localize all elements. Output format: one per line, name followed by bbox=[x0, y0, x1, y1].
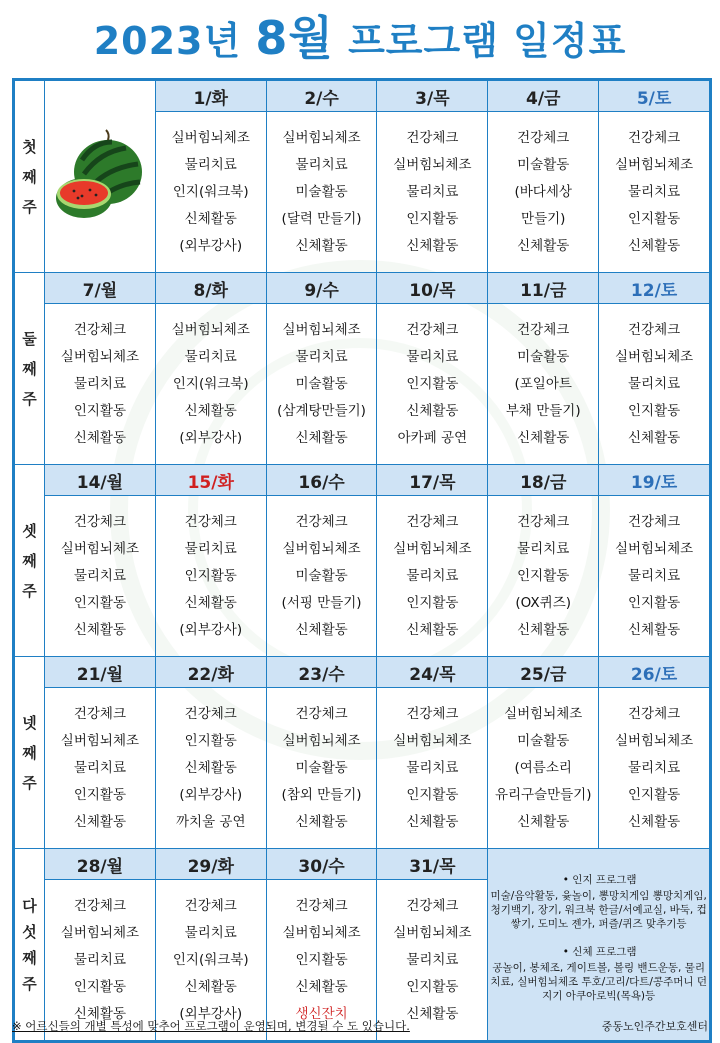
activity: 인지활동 bbox=[627, 402, 681, 419]
week-label-char: 주 bbox=[22, 773, 37, 792]
activity: 실버힘뇌체조 bbox=[614, 540, 694, 557]
day-activities bbox=[377, 496, 488, 657]
week-label-3 bbox=[15, 465, 45, 657]
activity: 유리구슬만들기) bbox=[494, 786, 592, 803]
activity: 물리치료 bbox=[627, 375, 681, 392]
activity: 물리치료 bbox=[627, 183, 681, 200]
activity: 물리치료 bbox=[73, 375, 126, 392]
activity: 인지활동 bbox=[73, 594, 126, 611]
schedule-grid bbox=[12, 78, 712, 1043]
activity: 실버힘뇌체조 bbox=[614, 732, 694, 749]
title-month: 8월 bbox=[255, 11, 334, 65]
day-header: 18/금 bbox=[488, 465, 599, 496]
day-activities bbox=[488, 688, 599, 849]
activity: 실버힘뇌체조 bbox=[393, 924, 472, 941]
activity: 인지활동 bbox=[406, 375, 459, 392]
activity: 신체활동 bbox=[406, 621, 459, 638]
day-header: 24/목 bbox=[377, 657, 488, 688]
day-header-saturday: 19/토 bbox=[599, 465, 710, 496]
day-header: 29/화 bbox=[155, 849, 266, 880]
activity: 물리치료 bbox=[73, 951, 126, 968]
activity: 물리치료 bbox=[184, 156, 237, 173]
day-header: 22/화 bbox=[155, 657, 266, 688]
activity: 건강체크 bbox=[517, 513, 570, 530]
activity-birthday-party: 생신잔치 bbox=[295, 1005, 348, 1022]
activity: (외부강사) bbox=[179, 1005, 243, 1022]
activity: 인지(워크북) bbox=[172, 951, 249, 968]
activity: 물리치료 bbox=[406, 759, 459, 776]
activity: 실버힘뇌체조 bbox=[60, 732, 140, 749]
physical-program-list: 공놀이, 봉체조, 게이트볼, 볼링 밴드운동, 물리치료, 실버힘뇌체조 투호/고리/다트/콩주머니 던지기 아쿠아로빅(목욕)등 bbox=[490, 961, 707, 1002]
week-label-char: 다 bbox=[22, 896, 37, 915]
day-activities bbox=[377, 880, 488, 1041]
activity: 실버힘뇌체조 bbox=[282, 321, 361, 338]
day-activities bbox=[599, 688, 710, 849]
day-activities bbox=[266, 880, 377, 1041]
week-label-1 bbox=[15, 81, 45, 273]
activity: 신체활동 bbox=[73, 429, 126, 446]
activity: 미술활동 bbox=[295, 567, 348, 584]
activity: 실버힘뇌체조 bbox=[393, 156, 472, 173]
activity: 신체활동 bbox=[295, 813, 348, 830]
activity: 만들기) bbox=[521, 210, 566, 227]
day-activities bbox=[45, 880, 156, 1041]
activity: (삼계탕만들기) bbox=[277, 402, 366, 419]
activity: (외부강사) bbox=[179, 237, 243, 254]
day-header-saturday: 26/토 bbox=[599, 657, 710, 688]
activity: 신체활동 bbox=[295, 429, 348, 446]
day-activities bbox=[377, 112, 488, 273]
activity: 아카페 공연 bbox=[397, 429, 468, 446]
day-header-saturday: 12/토 bbox=[599, 273, 710, 304]
week-label-char: 셋 bbox=[22, 521, 37, 540]
activity: 건강체크 bbox=[73, 897, 126, 914]
day-header: 28/월 bbox=[45, 849, 156, 880]
day-header: 2/수 bbox=[266, 81, 377, 112]
activity: 물리치료 bbox=[295, 156, 348, 173]
activity: 실버힘뇌체조 bbox=[393, 732, 472, 749]
activity: 물리치료 bbox=[517, 540, 570, 557]
activity: 건강체크 bbox=[73, 705, 126, 722]
day-header: 30/수 bbox=[266, 849, 377, 880]
week-label-char: 주 bbox=[22, 581, 37, 600]
activity: 신체활동 bbox=[295, 978, 348, 995]
activity: 신체활동 bbox=[184, 210, 237, 227]
activity: (여름소리 bbox=[514, 759, 572, 776]
activity: 건강체크 bbox=[184, 705, 237, 722]
activity: 인지활동 bbox=[406, 594, 459, 611]
schedule-table bbox=[14, 80, 710, 1041]
day-activities bbox=[266, 688, 377, 849]
activity: 인지(워크북) bbox=[172, 375, 249, 392]
watermelon-icon bbox=[54, 112, 146, 242]
activity: 신체활동 bbox=[295, 237, 348, 254]
activity: 실버힘뇌체조 bbox=[282, 924, 361, 941]
activity: 인지활동 bbox=[627, 210, 681, 227]
day-activities bbox=[155, 112, 266, 273]
activity: 부채 만들기) bbox=[505, 402, 581, 419]
day-activities bbox=[266, 112, 377, 273]
day-header: 7/월 bbox=[45, 273, 156, 304]
day-header: 10/목 bbox=[377, 273, 488, 304]
activity: 물리치료 bbox=[406, 348, 459, 365]
day-header: 8/화 bbox=[155, 273, 266, 304]
activity: (참외 만들기) bbox=[281, 786, 362, 803]
week-label-char: 째 bbox=[22, 948, 37, 967]
activity: 인지활동 bbox=[184, 732, 237, 749]
day-header-holiday: 15/화 bbox=[155, 465, 266, 496]
activity: 건강체크 bbox=[406, 321, 459, 338]
activity: 신체활동 bbox=[73, 813, 126, 830]
day-activities bbox=[488, 496, 599, 657]
week-label-char: 주 bbox=[22, 197, 37, 216]
activity: 미술활동 bbox=[517, 156, 570, 173]
day-activities bbox=[488, 112, 599, 273]
day-header: 4/금 bbox=[488, 81, 599, 112]
activity: 실버힘뇌체조 bbox=[504, 705, 583, 722]
activity: 물리치료 bbox=[184, 348, 237, 365]
activity: 물리치료 bbox=[73, 567, 126, 584]
activity: 신체활동 bbox=[627, 813, 681, 830]
day-header: 11/금 bbox=[488, 273, 599, 304]
activity: 실버힘뇌체조 bbox=[171, 321, 250, 338]
activity: (OX퀴즈) bbox=[515, 594, 572, 611]
activity: 건강체크 bbox=[184, 513, 237, 530]
day-header: 31/목 bbox=[377, 849, 488, 880]
program-notes bbox=[488, 849, 710, 1041]
activity: 물리치료 bbox=[627, 759, 681, 776]
day-header: 21/월 bbox=[45, 657, 156, 688]
activity: 인지활동 bbox=[406, 210, 459, 227]
activity: 인지활동 bbox=[627, 786, 681, 803]
day-header: 23/수 bbox=[266, 657, 377, 688]
activity: 건강체크 bbox=[295, 897, 348, 914]
activity: 실버힘뇌체조 bbox=[282, 129, 361, 146]
activity: 신체활동 bbox=[517, 237, 570, 254]
activity: (외부강사) bbox=[179, 429, 243, 446]
activity: 건강체크 bbox=[406, 705, 459, 722]
activity: 신체활동 bbox=[517, 813, 570, 830]
day-activities bbox=[377, 304, 488, 465]
activity: 신체활동 bbox=[406, 237, 459, 254]
activity: 인지활동 bbox=[73, 402, 126, 419]
activity: 건강체크 bbox=[73, 321, 126, 338]
day-activities bbox=[266, 304, 377, 465]
activity: 실버힘뇌체조 bbox=[60, 924, 140, 941]
activity: 인지활동 bbox=[73, 978, 126, 995]
activity: 신체활동 bbox=[517, 621, 570, 638]
activity: 건강체크 bbox=[627, 321, 681, 338]
activity: (외부강사) bbox=[179, 621, 243, 638]
activity: 물리치료 bbox=[184, 540, 237, 557]
activity: 인지활동 bbox=[406, 978, 459, 995]
activity: 물리치료 bbox=[406, 951, 459, 968]
activity: 인지활동 bbox=[184, 567, 237, 584]
activity: 신체활동 bbox=[73, 621, 126, 638]
week-label-char: 첫 bbox=[22, 137, 37, 156]
watermelon-image bbox=[45, 81, 156, 273]
page-title bbox=[0, 6, 720, 70]
activity: 건강체크 bbox=[184, 897, 237, 914]
physical-program-title: • 신체 프로그램 bbox=[562, 945, 637, 958]
activity: 신체활동 bbox=[406, 402, 459, 419]
activity: 건강체크 bbox=[406, 897, 459, 914]
activity: 건강체크 bbox=[406, 513, 459, 530]
activity: 미술활동 bbox=[517, 732, 570, 749]
activity: 건강체크 bbox=[627, 129, 681, 146]
activity: 실버힘뇌체조 bbox=[393, 540, 472, 557]
activity: 신체활동 bbox=[184, 594, 237, 611]
activity: 미술활동 bbox=[295, 759, 348, 776]
disclaimer: ※ 어르신들의 개별 특성에 맞추어 프로그램이 운영되며, 변경될 수 도 있습니다. bbox=[12, 1019, 410, 1033]
activity: 물리치료 bbox=[406, 183, 459, 200]
week-label-char: 주 bbox=[22, 389, 37, 408]
center-name: 중동노인주간보호센터 bbox=[601, 1020, 708, 1033]
activity: 물리치료 bbox=[295, 348, 348, 365]
day-activities bbox=[599, 112, 710, 273]
day-activities bbox=[599, 304, 710, 465]
day-activities bbox=[599, 496, 710, 657]
week-label-char: 둘 bbox=[22, 329, 37, 348]
activity: 인지활동 bbox=[517, 567, 570, 584]
activity: 실버힘뇌체조 bbox=[282, 540, 361, 557]
activity: 실버힘뇌체조 bbox=[60, 348, 140, 365]
title-suffix: 프로그램 일정표 bbox=[333, 19, 627, 63]
activity: 건강체크 bbox=[627, 705, 681, 722]
activity: 물리치료 bbox=[73, 759, 126, 776]
day-activities bbox=[155, 688, 266, 849]
week-label-4 bbox=[15, 657, 45, 849]
activity: 건강체크 bbox=[627, 513, 681, 530]
day-activities bbox=[266, 496, 377, 657]
activity: 미술활동 bbox=[517, 348, 570, 365]
activity: 건강체크 bbox=[406, 129, 459, 146]
activity: 신체활동 bbox=[73, 1005, 126, 1022]
cognitive-program-title: • 인지 프로그램 bbox=[562, 873, 637, 886]
activity: 미술활동 bbox=[295, 375, 348, 392]
activity: 인지활동 bbox=[295, 951, 348, 968]
activity: 실버힘뇌체조 bbox=[171, 129, 250, 146]
activity: 실버힘뇌체조 bbox=[614, 156, 694, 173]
activity: (달력 만들기) bbox=[281, 210, 362, 227]
day-header: 16/수 bbox=[266, 465, 377, 496]
cognitive-program-list: 미술/음악활동, 윷놀이, 뽕망치게임 뽕망치게임, 청기백기, 장기, 워크북 한글/서예교실, 바둑, 컵쌓기, 도미노 젠가, 퍼즐/퀴즈 맞추기등 bbox=[490, 889, 707, 930]
activity: 인지활동 bbox=[406, 786, 459, 803]
week-label-char: 째 bbox=[22, 743, 37, 762]
title-year: 2023년 bbox=[93, 19, 256, 63]
activity: 인지(워크북) bbox=[172, 183, 249, 200]
week-label-char: 째 bbox=[22, 167, 37, 186]
day-header: 3/목 bbox=[377, 81, 488, 112]
day-activities bbox=[155, 496, 266, 657]
day-activities bbox=[155, 880, 266, 1041]
day-activities bbox=[155, 304, 266, 465]
activity: 건강체크 bbox=[295, 513, 348, 530]
day-activities bbox=[45, 496, 156, 657]
activity: 신체활동 bbox=[517, 429, 570, 446]
activity: 실버힘뇌체조 bbox=[614, 348, 694, 365]
activity: 건강체크 bbox=[73, 513, 126, 530]
week-label-char: 섯 bbox=[22, 922, 37, 941]
week-label-char: 째 bbox=[22, 551, 37, 570]
week-label-5 bbox=[15, 849, 45, 1041]
activity: 신체활동 bbox=[406, 1005, 459, 1022]
activity: 신체활동 bbox=[184, 978, 237, 995]
week-label-char: 주 bbox=[22, 974, 37, 993]
activity: 인지활동 bbox=[627, 594, 681, 611]
activity: 신체활동 bbox=[627, 621, 681, 638]
activity: 신체활동 bbox=[184, 759, 237, 776]
activity: 신체활동 bbox=[627, 237, 681, 254]
day-header: 17/목 bbox=[377, 465, 488, 496]
day-header: 9/수 bbox=[266, 273, 377, 304]
activity: (서핑 만들기) bbox=[281, 594, 362, 611]
day-header: 25/금 bbox=[488, 657, 599, 688]
week-label-char: 째 bbox=[22, 359, 37, 378]
day-activities bbox=[45, 304, 156, 465]
activity: 실버힘뇌체조 bbox=[282, 732, 361, 749]
day-activities bbox=[45, 688, 156, 849]
activity: 신체활동 bbox=[295, 621, 348, 638]
activity: 건강체크 bbox=[517, 321, 570, 338]
activity: 신체활동 bbox=[627, 429, 681, 446]
week-label-2 bbox=[15, 273, 45, 465]
activity: 실버힘뇌체조 bbox=[60, 540, 140, 557]
activity: 물리치료 bbox=[406, 567, 459, 584]
activity: 까치울 공연 bbox=[175, 813, 246, 830]
activity: 신체활동 bbox=[406, 813, 459, 830]
activity: 미술활동 bbox=[295, 183, 348, 200]
activity: 물리치료 bbox=[627, 567, 681, 584]
activity: 물리치료 bbox=[184, 924, 237, 941]
activity: (외부강사) bbox=[179, 786, 243, 803]
day-header-saturday: 5/토 bbox=[599, 81, 710, 112]
day-header: 1/화 bbox=[155, 81, 266, 112]
activity: 건강체크 bbox=[295, 705, 348, 722]
activity: 신체활동 bbox=[184, 402, 237, 419]
day-activities bbox=[488, 304, 599, 465]
week-label-char: 넷 bbox=[22, 713, 37, 732]
activity: (바다세상 bbox=[514, 183, 572, 200]
activity: (포일아트 bbox=[514, 375, 572, 392]
day-activities bbox=[377, 688, 488, 849]
activity: 건강체크 bbox=[517, 129, 570, 146]
day-header: 14/월 bbox=[45, 465, 156, 496]
activity: 인지활동 bbox=[73, 786, 126, 803]
